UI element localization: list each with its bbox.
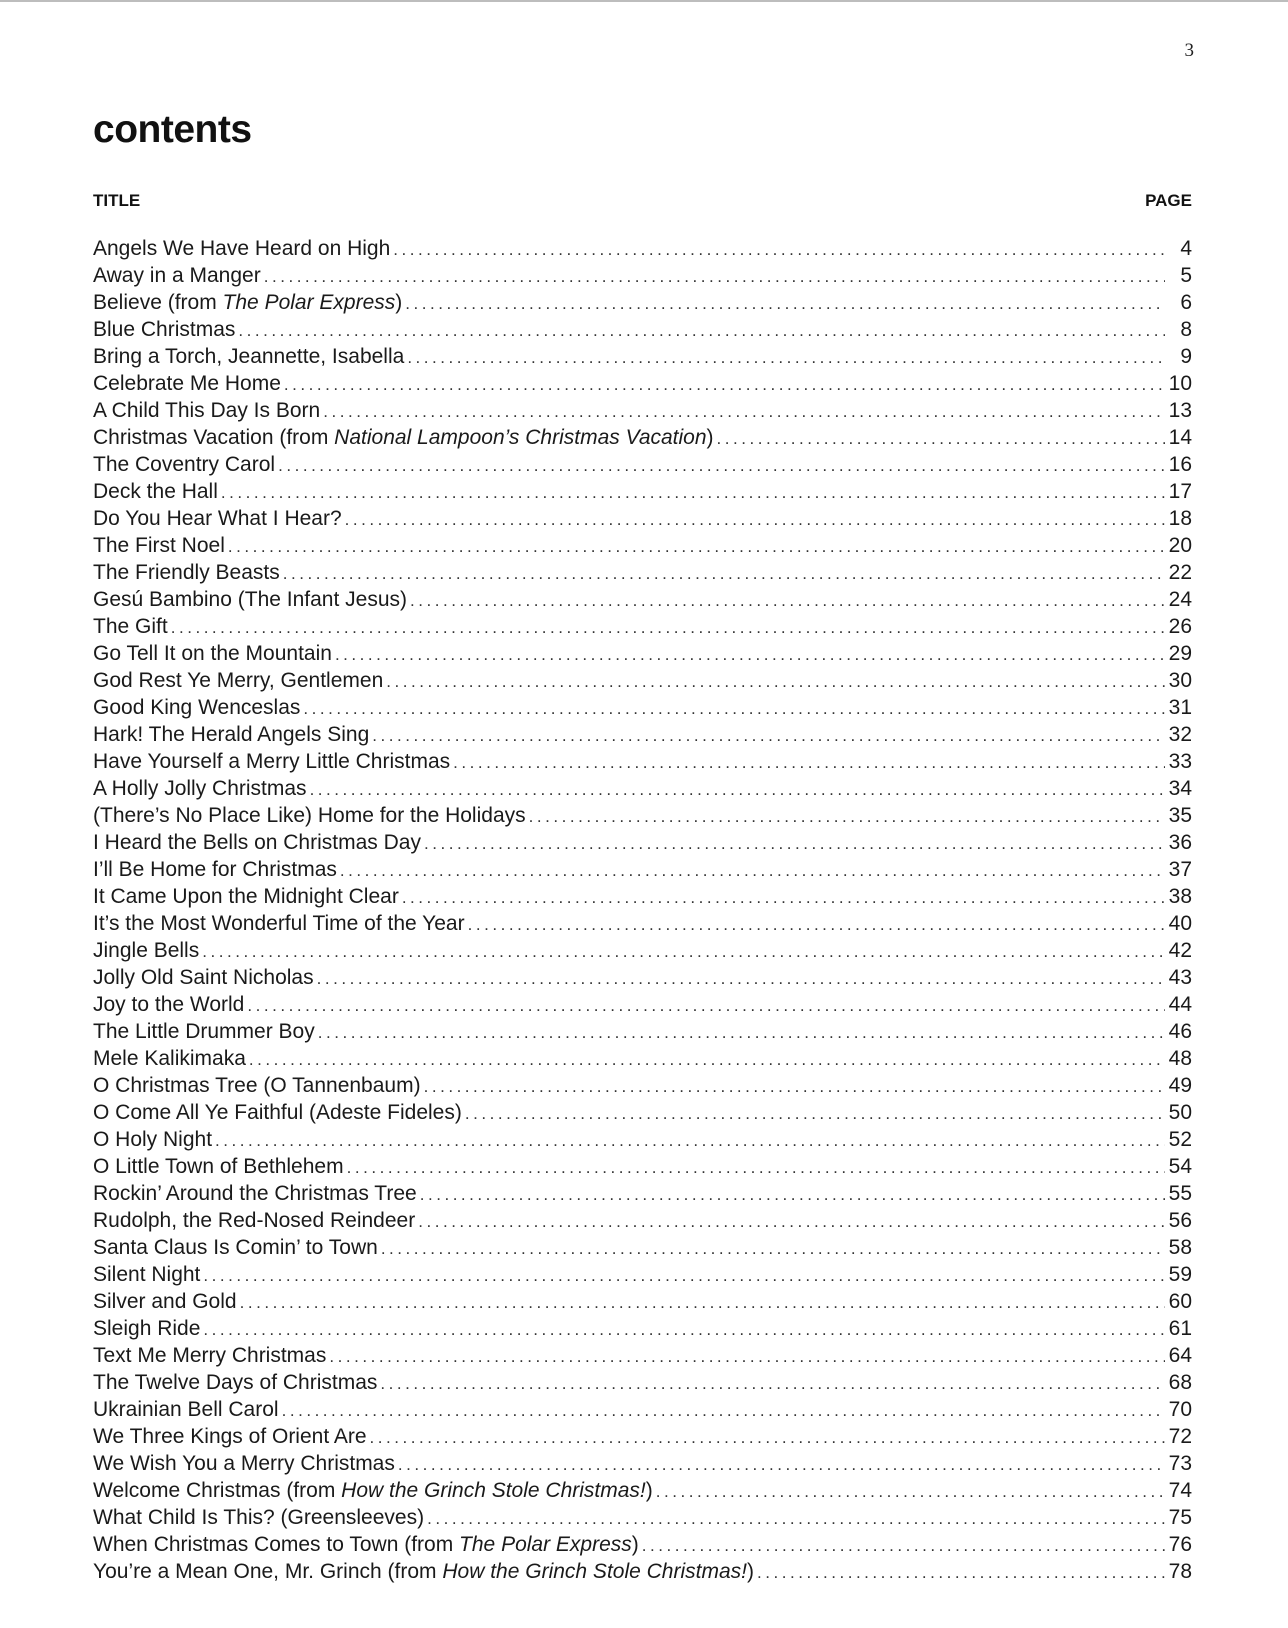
dot-leader xyxy=(284,375,1165,395)
toc-entry-page: 30 xyxy=(1168,669,1192,692)
toc-entry-title-text: The Gift xyxy=(93,615,168,638)
toc-entry-title-text: Sleigh Ride xyxy=(93,1317,201,1340)
toc-entry-title xyxy=(93,1236,378,1260)
dot-leader xyxy=(757,1563,1165,1583)
dot-leader xyxy=(381,1239,1165,1259)
toc-entry-title-text: O Holy Night xyxy=(93,1128,213,1151)
toc-entry-page: 36 xyxy=(1168,831,1192,854)
toc-entry-title xyxy=(93,1317,200,1341)
toc-entry-page: 37 xyxy=(1168,858,1192,881)
toc-entry-title xyxy=(93,885,399,909)
dot-leader xyxy=(372,726,1165,746)
toc-entry-title xyxy=(93,1479,653,1503)
toc-entry-title xyxy=(93,426,714,450)
page-column-header: PAGE xyxy=(1145,191,1192,210)
toc-entry-title-text: It Came Upon the Midnight Clear xyxy=(93,885,399,908)
toc-entry[interactable] xyxy=(93,318,1192,345)
toc-entry[interactable] xyxy=(93,1263,1192,1290)
toc-entry-title xyxy=(93,291,402,315)
dot-leader xyxy=(283,564,1165,584)
toc-entry[interactable] xyxy=(93,1074,1192,1101)
toc-entry-page: 10 xyxy=(1168,372,1192,395)
dot-leader xyxy=(410,591,1165,611)
toc-entry-title-italic: The Polar Express xyxy=(222,291,396,314)
toc-entry-title-italic: How the Grinch Stole Christmas! xyxy=(442,1560,747,1583)
toc-entry[interactable] xyxy=(93,696,1192,723)
dot-leader xyxy=(335,645,1165,665)
dot-leader xyxy=(656,1482,1165,1502)
dot-leader xyxy=(418,1212,1165,1232)
toc-entry-page: 54 xyxy=(1168,1155,1192,1178)
toc-entry-title xyxy=(93,1128,212,1152)
dot-leader xyxy=(347,1158,1165,1178)
toc-entry[interactable] xyxy=(93,1533,1192,1560)
dot-leader xyxy=(247,996,1165,1016)
toc-entry-title-text: Good King Wenceslas xyxy=(93,696,301,719)
dot-leader xyxy=(215,1131,1165,1151)
toc-entry[interactable] xyxy=(93,1452,1192,1479)
toc-entry[interactable] xyxy=(93,345,1192,372)
toc-entry-title xyxy=(93,669,383,693)
toc-entry-title xyxy=(93,1020,315,1044)
dot-leader xyxy=(329,1347,1165,1367)
dot-leader xyxy=(203,1266,1165,1286)
toc-entry[interactable] xyxy=(93,723,1192,750)
toc-entry-title-text: The Little Drummer Boy xyxy=(93,1020,315,1043)
toc-entry-title-text: Welcome Christmas (from xyxy=(93,1479,342,1502)
dot-leader xyxy=(427,1509,1165,1529)
toc-entry-title-text: Text Me Merry Christmas xyxy=(93,1344,327,1367)
toc-entry-title-text: Have Yourself a Merry Little Christmas xyxy=(93,750,451,773)
toc-entry-title xyxy=(93,966,314,990)
toc-entry-page: 76 xyxy=(1168,1533,1192,1556)
toc-entry-page: 6 xyxy=(1180,291,1192,314)
toc-entry-title-text: A Holly Jolly Christmas xyxy=(93,777,307,800)
toc-entry-page: 46 xyxy=(1168,1020,1192,1043)
toc-entry-page: 24 xyxy=(1168,588,1192,611)
dot-leader xyxy=(468,915,1165,935)
toc-entry-title xyxy=(93,777,307,801)
toc-entry-title xyxy=(93,804,526,828)
toc-entry-page: 20 xyxy=(1168,534,1192,557)
dot-leader xyxy=(238,321,1165,341)
toc-entry-title-text: The Twelve Days of Christmas xyxy=(93,1371,378,1394)
toc-entry-page: 9 xyxy=(1180,345,1192,368)
top-rule xyxy=(0,0,1288,2)
toc-entry-title-text: When Christmas Comes to Town (from xyxy=(93,1533,460,1556)
toc-entry-title-text: We Wish You a Merry Christmas xyxy=(93,1452,395,1475)
toc-entry[interactable] xyxy=(93,993,1192,1020)
toc-entry-page: 43 xyxy=(1168,966,1192,989)
toc-entry-title xyxy=(93,399,320,423)
dot-leader xyxy=(282,1401,1165,1421)
toc-entry[interactable] xyxy=(93,804,1192,831)
dot-leader xyxy=(171,618,1165,638)
dot-leader xyxy=(398,1455,1165,1475)
toc-entry-page: 22 xyxy=(1168,561,1192,584)
toc-entry-title-text: Joy to the World xyxy=(93,993,245,1016)
toc-entry-title-text: Silent Night xyxy=(93,1263,201,1286)
dot-leader xyxy=(386,672,1165,692)
toc-entry-page: 58 xyxy=(1168,1236,1192,1259)
toc-entry[interactable] xyxy=(93,264,1192,291)
toc-entry[interactable] xyxy=(93,1425,1192,1452)
dot-leader xyxy=(405,294,1165,314)
toc-entry-title xyxy=(93,1263,200,1287)
toc-entry-page: 59 xyxy=(1168,1263,1192,1286)
toc-entry-page: 48 xyxy=(1168,1047,1192,1070)
toc-entry-page: 44 xyxy=(1168,993,1192,1016)
dot-leader xyxy=(407,348,1165,368)
toc-entry[interactable] xyxy=(93,1128,1192,1155)
toc-entry-title xyxy=(93,1560,754,1584)
toc-entry[interactable] xyxy=(93,480,1192,507)
toc-entry-title-suffix: ) xyxy=(631,1533,639,1556)
dot-leader xyxy=(310,780,1165,800)
toc-entry-title xyxy=(93,696,300,720)
toc-entry-title-text: You’re a Mean One, Mr. Grinch (from xyxy=(93,1560,443,1583)
toc-entry-title-text: What Child Is This? (Greensleeves) xyxy=(93,1506,425,1529)
toc-entry-title xyxy=(93,561,280,585)
toc-entry-title-text: God Rest Ye Merry, Gentlemen xyxy=(93,669,384,692)
toc-entry[interactable] xyxy=(93,939,1192,966)
toc-entry-title xyxy=(93,993,244,1017)
toc-entry-page: 50 xyxy=(1168,1101,1192,1124)
dot-leader xyxy=(323,402,1165,422)
dot-leader xyxy=(228,537,1165,557)
toc-entry[interactable] xyxy=(93,561,1192,588)
toc-entry-page: 35 xyxy=(1168,804,1192,827)
toc-entry-title-text: Mele Kalikimaka xyxy=(93,1047,246,1070)
toc-entry-title xyxy=(93,345,404,369)
toc-entry-title-suffix: ) xyxy=(645,1479,653,1502)
toc-entry-page: 40 xyxy=(1168,912,1192,935)
dot-leader xyxy=(370,1428,1165,1448)
toc-entry-page: 52 xyxy=(1168,1128,1192,1151)
toc-entry-title-text: O Come All Ye Faithful (Adeste Fideles) xyxy=(93,1101,462,1124)
toc-entry-title xyxy=(93,1344,326,1368)
toc-entry[interactable] xyxy=(93,615,1192,642)
dot-leader xyxy=(318,1023,1165,1043)
toc-entry[interactable] xyxy=(93,1155,1192,1182)
toc-entry-title-suffix: ) xyxy=(746,1560,754,1583)
toc-entry-title-text: Go Tell It on the Mountain xyxy=(93,642,332,665)
toc-entry-title-text: It’s the Most Wonderful Time of the Year xyxy=(93,912,465,935)
toc-entry-title xyxy=(93,1371,377,1395)
toc-entry[interactable] xyxy=(93,237,1192,264)
toc-entry-page: 78 xyxy=(1168,1560,1192,1583)
toc-entry-page: 29 xyxy=(1168,642,1192,665)
toc-entry[interactable] xyxy=(93,642,1192,669)
toc-entry-title xyxy=(93,1101,462,1125)
toc-entry-page: 64 xyxy=(1168,1344,1192,1367)
toc-entry-title xyxy=(93,1182,417,1206)
dot-leader xyxy=(264,267,1165,287)
toc-entry[interactable] xyxy=(93,966,1192,993)
toc-entry-page: 68 xyxy=(1168,1371,1192,1394)
toc-entry-page: 55 xyxy=(1168,1182,1192,1205)
toc-entry-title-text: I’ll Be Home for Christmas xyxy=(93,858,337,881)
toc-entry[interactable] xyxy=(93,426,1192,453)
table-of-contents xyxy=(93,237,1192,1587)
toc-entry-title-text: The Friendly Beasts xyxy=(93,561,280,584)
dot-leader xyxy=(465,1104,1165,1124)
toc-entry-title-text: Deck the Hall xyxy=(93,480,218,503)
toc-entry-title xyxy=(93,1425,367,1449)
toc-entry-title-text: Rudolph, the Red-Nosed Reindeer xyxy=(93,1209,416,1232)
toc-entry-page: 61 xyxy=(1168,1317,1192,1340)
toc-entry-page: 16 xyxy=(1168,453,1192,476)
toc-entry-page: 56 xyxy=(1168,1209,1192,1232)
toc-entry-title-text: Blue Christmas xyxy=(93,318,236,341)
toc-entry[interactable] xyxy=(93,588,1192,615)
toc-entry-page: 49 xyxy=(1168,1074,1192,1097)
toc-entry-title xyxy=(93,912,465,936)
toc-entry[interactable] xyxy=(93,1101,1192,1128)
dot-leader xyxy=(529,807,1165,827)
toc-entry-title-text: Jolly Old Saint Nicholas xyxy=(93,966,314,989)
toc-entry-title-text: Believe (from xyxy=(93,291,223,314)
toc-entry-page: 72 xyxy=(1168,1425,1192,1448)
toc-entry-title-text: Gesú Bambino (The Infant Jesus) xyxy=(93,588,407,611)
toc-entry-page: 74 xyxy=(1168,1479,1192,1502)
toc-entry-title xyxy=(93,1506,424,1530)
toc-entry-title-text: The First Noel xyxy=(93,534,225,557)
toc-entry-page: 42 xyxy=(1168,939,1192,962)
toc-entry-title-italic: How the Grinch Stole Christmas! xyxy=(341,1479,646,1502)
toc-entry[interactable] xyxy=(93,1236,1192,1263)
toc-entry[interactable] xyxy=(93,372,1192,399)
toc-entry-page: 4 xyxy=(1180,237,1192,260)
toc-entry[interactable] xyxy=(93,1209,1192,1236)
toc-entry-title xyxy=(93,372,281,396)
toc-entry[interactable] xyxy=(93,399,1192,426)
dot-leader xyxy=(203,1320,1165,1340)
dot-leader xyxy=(420,1185,1165,1205)
toc-entry-page: 60 xyxy=(1168,1290,1192,1313)
toc-entry-title-text: I Heard the Bells on Christmas Day xyxy=(93,831,421,854)
toc-entry-title xyxy=(93,1209,415,1233)
toc-entry-title xyxy=(93,615,168,639)
toc-entry-title xyxy=(93,858,337,882)
toc-entry-title-text: Angels We Have Heard on High xyxy=(93,237,391,260)
toc-entry-title xyxy=(93,723,369,747)
toc-entry-title xyxy=(93,1533,639,1557)
dot-leader xyxy=(303,699,1165,719)
toc-entry[interactable] xyxy=(93,1560,1192,1587)
toc-entry-title-text: A Child This Day Is Born xyxy=(93,399,321,422)
toc-entry[interactable] xyxy=(93,453,1192,480)
toc-entry[interactable] xyxy=(93,534,1192,561)
toc-entry-title xyxy=(93,1290,237,1314)
toc-entry-title-italic: The Polar Express xyxy=(459,1533,632,1556)
toc-entry-title xyxy=(93,1074,421,1098)
toc-entry-title xyxy=(93,507,342,531)
dot-leader xyxy=(717,429,1165,449)
dot-leader xyxy=(402,888,1165,908)
toc-entry-page: 34 xyxy=(1168,777,1192,800)
toc-entry-title xyxy=(93,1047,246,1071)
toc-entry-title-text: Santa Claus Is Comin’ to Town xyxy=(93,1236,378,1259)
toc-entry[interactable] xyxy=(93,1317,1192,1344)
toc-entry[interactable] xyxy=(93,1182,1192,1209)
dot-leader xyxy=(393,240,1165,260)
toc-entry-title-text: Celebrate Me Home xyxy=(93,372,281,395)
toc-entry[interactable] xyxy=(93,291,1192,318)
toc-entry-page: 38 xyxy=(1168,885,1192,908)
toc-entry-title-text: Ukrainian Bell Carol xyxy=(93,1398,279,1421)
toc-entry-page: 73 xyxy=(1168,1452,1192,1475)
toc-entry-title xyxy=(93,1452,395,1476)
toc-entry-page: 75 xyxy=(1168,1506,1192,1529)
column-headers xyxy=(93,191,1192,211)
dot-leader xyxy=(424,834,1165,854)
toc-entry-title xyxy=(93,264,261,288)
toc-entry[interactable] xyxy=(93,1290,1192,1317)
toc-entry[interactable] xyxy=(93,831,1192,858)
toc-entry-page: 8 xyxy=(1180,318,1192,341)
title-column-header: TITLE xyxy=(93,191,141,210)
toc-entry-title-text: (There’s No Place Like) Home for the Holidays xyxy=(93,804,526,827)
toc-entry-page: 31 xyxy=(1168,696,1192,719)
dot-leader xyxy=(345,510,1165,530)
toc-entry-title xyxy=(93,939,199,963)
toc-entry-title xyxy=(93,588,407,612)
toc-entry-title-text: Away in a Manger xyxy=(93,264,261,287)
toc-entry[interactable] xyxy=(93,912,1192,939)
toc-entry-title-text: We Three Kings of Orient Are xyxy=(93,1425,367,1448)
toc-entry-title xyxy=(93,750,450,774)
toc-entry-title xyxy=(93,831,421,855)
toc-entry[interactable] xyxy=(93,750,1192,777)
toc-entry-page: 18 xyxy=(1168,507,1192,530)
toc-entry-title xyxy=(93,1155,344,1179)
toc-entry[interactable] xyxy=(93,885,1192,912)
toc-entry[interactable] xyxy=(93,1344,1192,1371)
dot-leader xyxy=(642,1536,1165,1556)
toc-entry[interactable] xyxy=(93,777,1192,804)
toc-entry-title-text: Do You Hear What I Hear? xyxy=(93,507,342,530)
dot-leader xyxy=(202,942,1165,962)
dot-leader xyxy=(221,483,1165,503)
toc-entry-title xyxy=(93,453,275,477)
toc-entry-title xyxy=(93,534,225,558)
dot-leader xyxy=(340,861,1165,881)
dot-leader xyxy=(278,456,1165,476)
toc-entry-title-text: O Christmas Tree (O Tannenbaum) xyxy=(93,1074,421,1097)
toc-entry-page: 14 xyxy=(1168,426,1192,449)
toc-entry[interactable] xyxy=(93,1506,1192,1533)
toc-entry-page: 17 xyxy=(1168,480,1192,503)
dot-leader xyxy=(453,753,1165,773)
toc-entry-page: 70 xyxy=(1168,1398,1192,1421)
toc-entry-title-suffix: ) xyxy=(706,426,714,449)
toc-entry[interactable] xyxy=(93,1479,1192,1506)
toc-entry-title-text: The Coventry Carol xyxy=(93,453,276,476)
dot-leader xyxy=(424,1077,1165,1097)
toc-entry-title xyxy=(93,1398,279,1422)
toc-entry-title-text: Christmas Vacation (from xyxy=(93,426,335,449)
dot-leader xyxy=(249,1050,1165,1070)
toc-entry-page: 13 xyxy=(1168,399,1192,422)
contents-heading: contents xyxy=(93,108,252,151)
toc-entry-page: 33 xyxy=(1168,750,1192,773)
toc-entry-title-text: Jingle Bells xyxy=(93,939,200,962)
dot-leader xyxy=(240,1293,1165,1313)
toc-entry-title-italic: National Lampoon’s Christmas Vacation xyxy=(334,426,707,449)
toc-entry[interactable] xyxy=(93,669,1192,696)
toc-entry-title-text: Rockin’ Around the Christmas Tree xyxy=(93,1182,417,1205)
toc-entry[interactable] xyxy=(93,1020,1192,1047)
toc-entry-page: 26 xyxy=(1168,615,1192,638)
toc-entry-title-text: Hark! The Herald Angels Sing xyxy=(93,723,370,746)
toc-entry[interactable] xyxy=(93,1371,1192,1398)
toc-entry-title-text: Bring a Torch, Jeannette, Isabella xyxy=(93,345,405,368)
toc-entry-title-text: Silver and Gold xyxy=(93,1290,237,1313)
dot-leader xyxy=(380,1374,1165,1394)
toc-entry-title xyxy=(93,237,390,261)
toc-entry-page: 32 xyxy=(1168,723,1192,746)
toc-entry-title xyxy=(93,480,218,504)
dot-leader xyxy=(317,969,1165,989)
page-number: 3 xyxy=(1184,40,1194,61)
toc-entry[interactable] xyxy=(93,1398,1192,1425)
toc-entry-title-text: O Little Town of Bethlehem xyxy=(93,1155,344,1178)
toc-entry[interactable] xyxy=(93,858,1192,885)
toc-entry-title xyxy=(93,642,332,666)
toc-entry[interactable] xyxy=(93,1047,1192,1074)
toc-entry[interactable] xyxy=(93,507,1192,534)
toc-entry-title xyxy=(93,318,235,342)
toc-entry-page: 5 xyxy=(1180,264,1192,287)
toc-entry-title-suffix: ) xyxy=(395,291,403,314)
